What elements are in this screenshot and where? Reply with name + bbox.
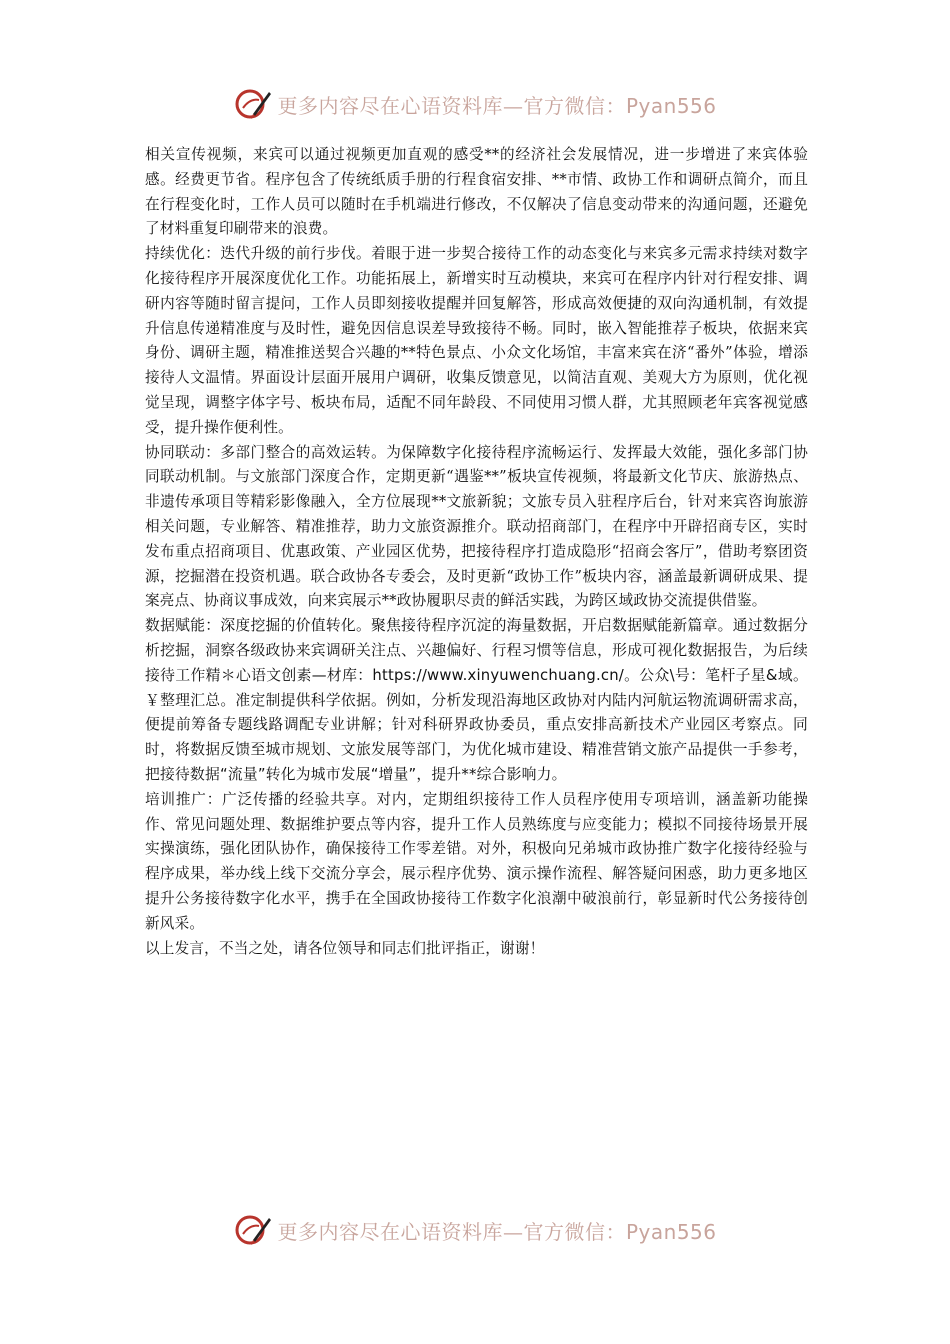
paragraph-closing: 以上发言，不当之处，请各位领导和同志们批评指正，谢谢！ — [145, 939, 545, 957]
wechat-id: Pyan556 — [625, 93, 717, 118]
paragraph-training: 培训推广：广泛传播的经验共享。对内，定期组织接待工作人员程序使用专项培训，涵盖新功能操作、常见问题处理、数据维护要点等内容，提升工作人员熟练度与应变能力；模拟不同接待场景开展实操演练，强化团队协作，确保接待工作零差错。对外，积极向兄弟城市政协推广数字化接待经验与程序成果，举办线上线下交流分享会，展示程序优势、演示操作流程、解答疑问困惑，助力更多地区提升公务接待数字化水平，携手在全国政协接待工作数字化浪潮中破浪前行，彰显新时代公务接待创新风采。 — [145, 790, 808, 932]
paragraph-data-empowerment: 数据赋能：深度挖掘的价值转化。聚焦接待程序沉淀的海量数据，开启数据赋能新篇章。通过数据分析挖掘，洞察各级政协来宾调研关注点、兴趣偏好、行程习惯等信息，形成可视化数据报告，为后续接待工作精＊心语文创素—材库：https://www.xinyuwenchuang.cn/。公众\号：笔杆子星&域。￥整理汇总。准定制提供科学依据。例如，分析发现沿海地区政协对内陆内河航运物流调研需求高，便提前筹备专题线路调配专业讲解；针对科研界政协委员，重点安排高新技术产业园区考察点。同时，将数据反馈至城市规划、文旅发展等部门，为优化城市建设、精准营销文旅产品提供一手参考，把接待数据“流量”转化为城市发展“增量”，提升**综合影响力。 — [145, 617, 808, 783]
paragraph-intro: 相关宣传视频，来宾可以通过视频更加直观的感受**的经济社会发展情况，进一步增进了来宾体验感。经费更节省。程序包含了传统纸质手册的行程食宿安排、**市情、政协工作和调研点简介，而且在行程变化时，工作人员可以随时在手机端进行修改，不仅解决了信息变动带来的沟通问题，还避免了材料重复印刷带来的浪费。 — [145, 146, 808, 238]
paragraph-collaboration: 协同联动：多部门整合的高效运转。为保障数字化接待程序流畅运行、发挥最大效能，强化多部门协同联动机制。与文旅部门深度合作，定期更新“遇鉴**”板块宣传视频，将最新文化节庆、旅游热点、非遗传承项目等精彩影像融入，全方位展现**文旅新貌；文旅专员入驻程序后台，针对来宾咨询旅游相关问题，专业解答、精准推荐，助力文旅资源推介。联动招商部门，在程序中开辟招商专区，实时发布重点招商项目、优惠政策、产业园区优势，把接待程序打造成隐形“招商会客厅”，借助考察团资源，挖掘潜在投资机遇。联合政协各专委会，及时更新“政协工作”板块内容，涵盖最新调研成果、提案亮点、协商议事成效，向来宾展示**政协履职尽责的鲜活实践，为跨区域政协交流提供借鉴。 — [145, 443, 808, 610]
pen-logo-icon — [233, 84, 273, 124]
footer-watermark — [0, 1208, 950, 1252]
wechat-id: Pyan556 — [625, 1219, 717, 1244]
paragraph-optimization: 持续优化：迭代升级的前行步伐。着眼于进一步契合接待工作的动态变化与来宾多元需求持续对数字化接待程序开展深度优化工作。功能拓展上，新增实时互动模块，来宾可在程序内针对行程安排、调研内容等随时留言提问，工作人员即刻接收提醒并回复解答，形成高效便捷的双向沟通机制，有效提升信息传递精准度与及时性，避免因信息误差导致接待不畅。同时，嵌入智能推荐子板块，依据来宾身份、调研主题，精准推送契合兴趣的**特色景点、小众文化场馆，丰富来宾在济“番外”体验，增添接待人文温情。界面设计层面开展用户调研，收集反馈意见，以简洁直观、美观大方为原则，优化视觉呈现，调整字体字号、板块布局，适配不同年龄段、不同使用习惯人群，尤其照顾老年宾客视觉感受，提升操作便利性。 — [145, 245, 808, 436]
document-body — [145, 143, 808, 961]
watermark-text: 更多内容尽在心语资料库—官方微信： — [277, 1219, 626, 1244]
pen-logo-icon — [233, 1210, 273, 1250]
watermark-text: 更多内容尽在心语资料库—官方微信： — [277, 93, 626, 118]
header-watermark — [0, 82, 950, 126]
